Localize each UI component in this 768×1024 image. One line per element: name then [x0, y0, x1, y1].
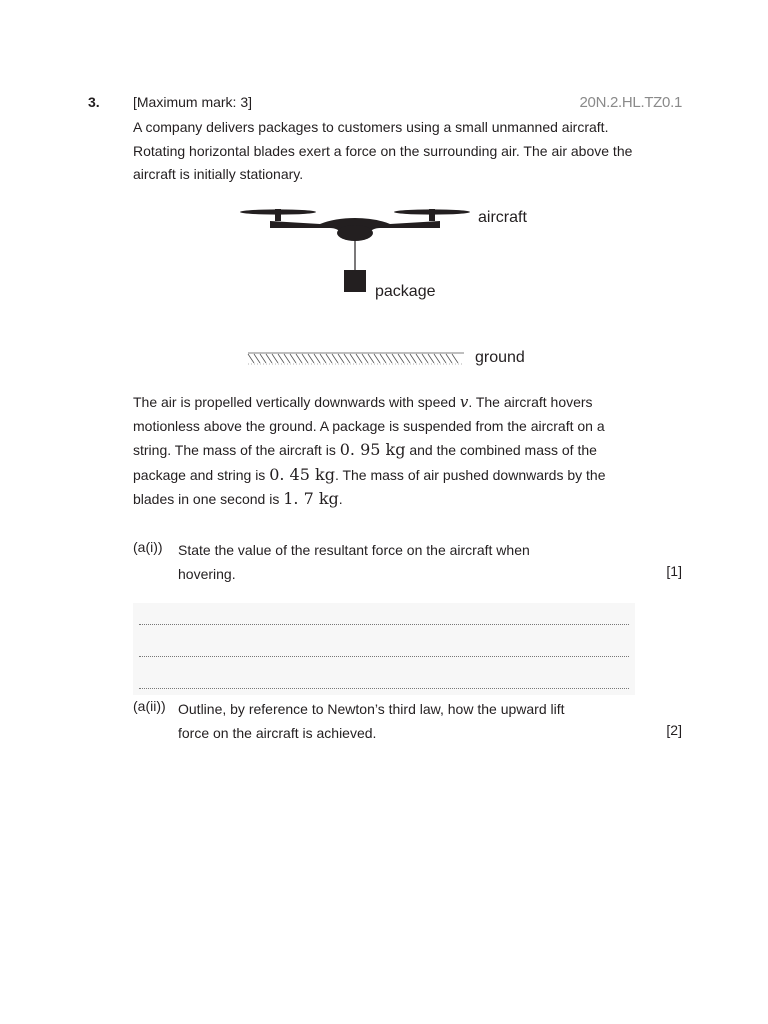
- left-rotor-hub: [275, 209, 281, 221]
- label-package: package: [375, 283, 436, 300]
- part-a-ii-marks: [2]: [666, 722, 682, 738]
- right-rotor-hub: [429, 209, 435, 221]
- package-mass: 0. 45 kg: [269, 464, 335, 484]
- question-number: 3.: [88, 94, 100, 110]
- aircraft-mass: 0. 95 kg: [339, 440, 406, 459]
- answer-area[interactable]: [133, 603, 635, 695]
- description-line: motionless above the ground. A package is suspended from the aircraft on a: [133, 417, 605, 434]
- description-paragraph: [133, 391, 653, 512]
- intro-line: A company delivers packages to customers using a small unmanned aircraft.: [133, 119, 609, 135]
- description-line: package and string is 0. 45 kg. The mass of air pushed downwards by the: [133, 464, 606, 484]
- package-box: [344, 270, 366, 292]
- answer-line[interactable]: [139, 624, 629, 625]
- speed-variable: v: [459, 393, 469, 411]
- intro-line: aircraft is initially stationary.: [133, 166, 304, 182]
- part-a-i-marks: [1]: [666, 563, 682, 579]
- part-a-i-text: State the value of the resultant force on the aircraft when hovering.: [178, 542, 530, 582]
- part-a-i-label: (a(i)): [133, 539, 163, 555]
- air-mass: 1. 7 kg: [283, 489, 339, 508]
- part-a-ii-label: (a(ii)): [133, 698, 166, 714]
- label-aircraft: aircraft: [478, 209, 527, 226]
- description-line: string. The mass of the aircraft is 0. 95 kg and the combined mass of the: [133, 440, 597, 459]
- answer-line[interactable]: [139, 656, 629, 657]
- label-ground: ground: [475, 349, 525, 366]
- description-line: blades in one second is 1. 7 kg.: [133, 489, 343, 508]
- answer-line[interactable]: [139, 688, 629, 689]
- question-code: 20N.2.HL.TZ0.1: [579, 94, 682, 111]
- aircraft-fuselage: [337, 225, 373, 241]
- part-a-ii-text: Outline, by reference to Newton’s third law, how the upward lift force on the aircraft is achieved.: [178, 701, 565, 741]
- description-line: The air is propelled vertically downwards with speed v. The aircraft hovers: [133, 393, 593, 411]
- intro-paragraph: [133, 116, 653, 187]
- intro-line: Rotating horizontal blades exert a force on the surrounding air. The air above the: [133, 142, 633, 159]
- maximum-mark: [Maximum mark: 3]: [133, 94, 253, 110]
- drone-diagram: [230, 198, 550, 373]
- ground-hatching: [248, 353, 464, 364]
- drone-diagram-svg: [230, 198, 550, 373]
